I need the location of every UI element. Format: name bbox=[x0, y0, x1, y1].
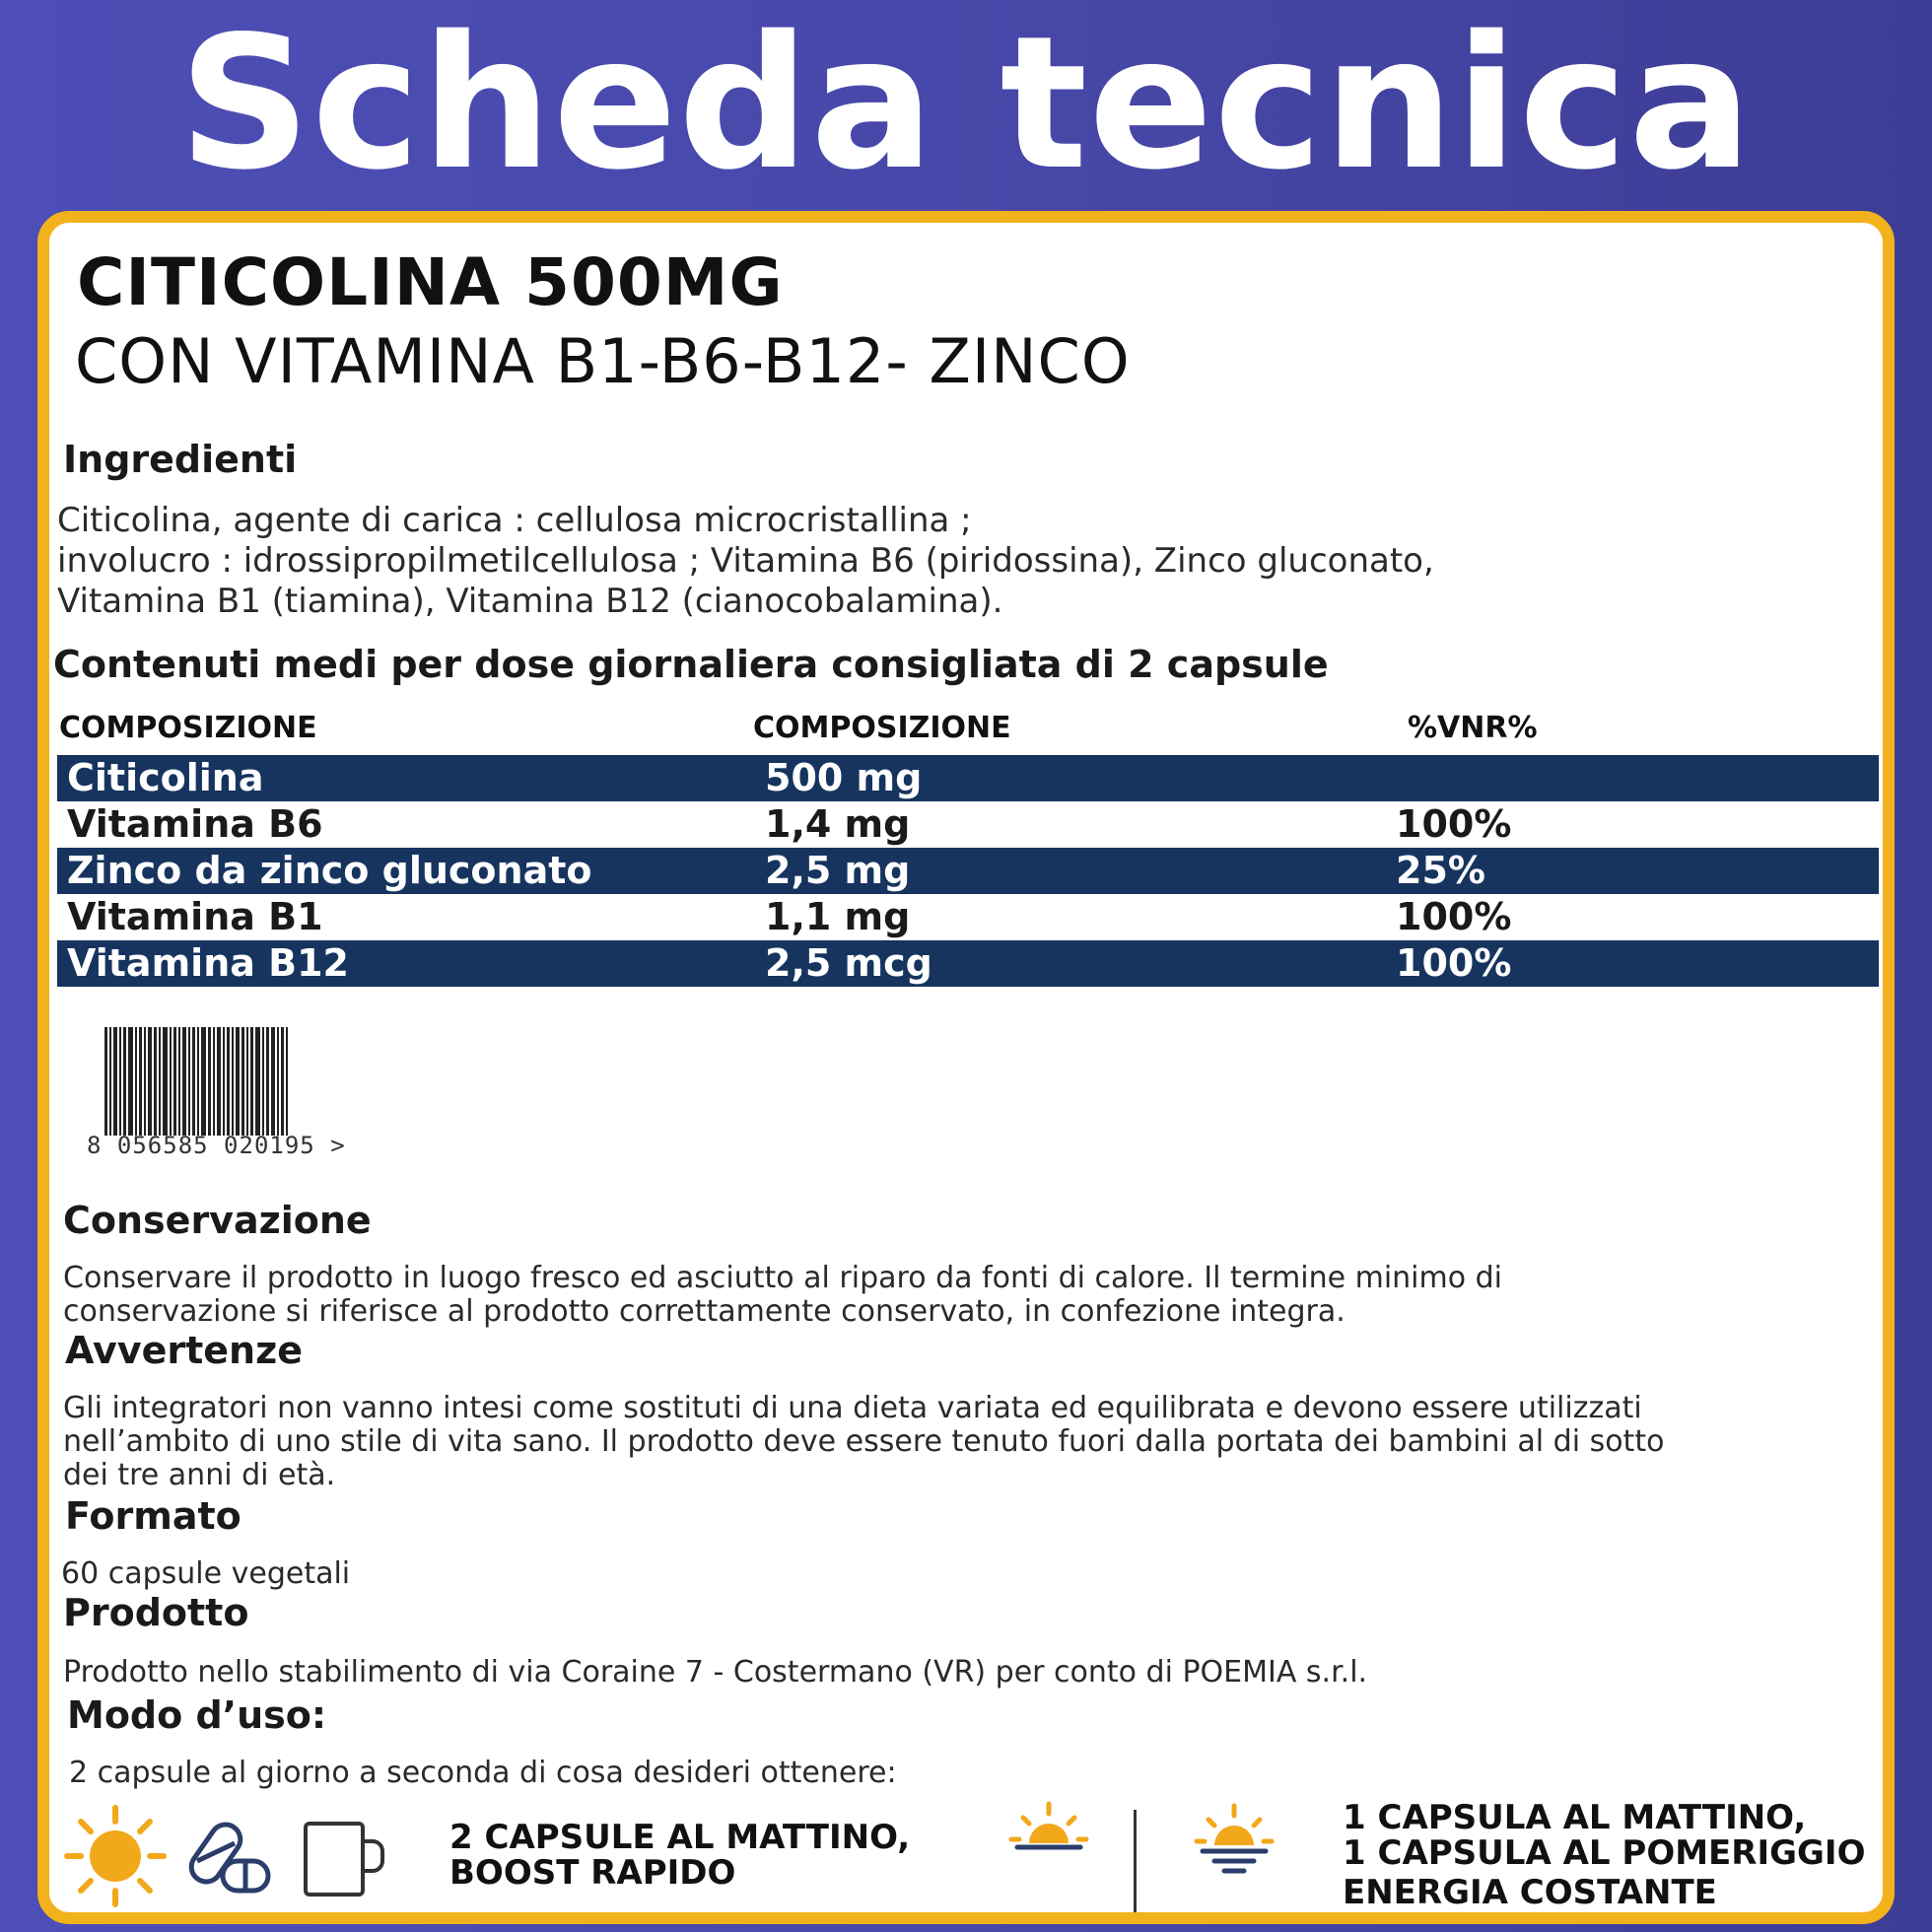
usage-option-a-line: 2 CAPSULE AL MATTINO, bbox=[449, 1818, 911, 1857]
usage-divider bbox=[1134, 1810, 1137, 1924]
table-row bbox=[57, 848, 1879, 894]
avvertenze-line: dei tre anni di età. bbox=[63, 1458, 336, 1492]
row-amount: 500 mg bbox=[765, 756, 923, 799]
capsules-icon bbox=[187, 1814, 276, 1902]
ingredients-line: Citicolina, agente di carica : cellulosa microcristallina ; bbox=[57, 501, 972, 540]
usage-option-a-line: BOOST RAPIDO bbox=[449, 1853, 736, 1893]
conservazione-text bbox=[63, 1262, 1877, 1329]
row-name: Vitamina B1 bbox=[67, 895, 323, 938]
usage-option-b bbox=[1343, 1800, 1866, 1910]
avvertenze-line: Gli integratori non vanno intesi come sostituti di una dieta variata ed equilibrata e devono essere utilizzati bbox=[63, 1391, 1642, 1425]
usage-option-a bbox=[449, 1820, 910, 1891]
product-subtitle: CON VITAMINA B1-B6-B12- ZINCO bbox=[75, 325, 1131, 397]
row-name: Zinco da zinco gluconato bbox=[67, 849, 592, 892]
usage-option-b-line: 1 CAPSULA AL POMERIGGIO bbox=[1343, 1833, 1866, 1873]
conservazione-line: Conservare il prodotto in luogo fresco ed asciutto al riparo da fonti di calore. Il termine minimo di bbox=[63, 1261, 1503, 1295]
row-vnr: 25% bbox=[1396, 849, 1485, 892]
barcode bbox=[87, 1027, 346, 1175]
prodotto-heading: Prodotto bbox=[63, 1591, 249, 1634]
row-amount: 1,4 mg bbox=[765, 802, 911, 846]
conservazione-line: conservazione si riferisce al prodotto correttamente conservato, in confezione integra. bbox=[63, 1294, 1346, 1329]
ingredients-heading: Ingredienti bbox=[63, 438, 298, 481]
barcode-bars bbox=[104, 1027, 341, 1136]
avvertenze-text bbox=[63, 1392, 1887, 1492]
usage-option-b-line: 1 CAPSULA AL MATTINO, bbox=[1343, 1798, 1807, 1837]
ingredients-line: involucro : idrossipropilmetilcellulosa ; Vitamina B6 (piridossina), Zinco gluconato, bbox=[57, 541, 1434, 581]
formato-heading: Formato bbox=[65, 1494, 242, 1538]
technical-sheet-card bbox=[37, 211, 1895, 1924]
ingredients-text bbox=[57, 501, 1891, 622]
dose-heading: Contenuti medi per dose giornaliera consigliata di 2 capsule bbox=[53, 643, 1329, 686]
row-amount: 2,5 mcg bbox=[765, 941, 932, 985]
row-vnr: 100% bbox=[1396, 941, 1512, 985]
prodotto-text: Prodotto nello stabilimento di via Coraine 7 - Costermano (VR) per conto di POEMIA s.r.l. bbox=[63, 1655, 1368, 1690]
row-name: Citicolina bbox=[67, 756, 264, 799]
column-header-amount: COMPOSIZIONE bbox=[753, 711, 1011, 745]
uso-heading: Modo d’uso: bbox=[67, 1693, 327, 1737]
sun-icon bbox=[61, 1802, 170, 1910]
row-vnr: 100% bbox=[1396, 895, 1512, 938]
product-name: CITICOLINA 500MG bbox=[77, 244, 784, 320]
usage-option-b-line: ENERGIA COSTANTE bbox=[1343, 1873, 1717, 1912]
table-row bbox=[57, 755, 1879, 801]
page-title: Scheda tecnica bbox=[178, 0, 1754, 210]
row-name: Vitamina B12 bbox=[67, 941, 349, 985]
row-amount: 2,5 mg bbox=[765, 849, 911, 892]
column-header-composition: COMPOSIZIONE bbox=[59, 711, 317, 745]
table-row bbox=[57, 894, 1879, 940]
nutrition-table bbox=[57, 755, 1879, 987]
row-name: Vitamina B6 bbox=[67, 802, 323, 846]
sunset-icon bbox=[1193, 1802, 1276, 1885]
mug-icon bbox=[300, 1814, 388, 1902]
row-amount: 1,1 mg bbox=[765, 895, 911, 938]
formato-text: 60 capsule vegetali bbox=[61, 1556, 351, 1591]
ingredients-line: Vitamina B1 (tiamina), Vitamina B12 (cianocobalamina). bbox=[57, 582, 1003, 621]
sunrise-icon bbox=[1007, 1800, 1090, 1863]
row-vnr: 100% bbox=[1396, 802, 1512, 846]
uso-text: 2 capsule al giorno a seconda di cosa desideri ottenere: bbox=[69, 1756, 897, 1790]
table-row bbox=[57, 940, 1879, 987]
column-header-vnr: %VNR% bbox=[1408, 711, 1538, 745]
avvertenze-line: nell’ambito di uno stile di vita sano. Il prodotto deve essere tenuto fuori dalla portata dei bambini al di sotto bbox=[63, 1424, 1665, 1459]
conservazione-heading: Conservazione bbox=[63, 1199, 372, 1242]
table-row bbox=[57, 801, 1879, 848]
avvertenze-heading: Avvertenze bbox=[65, 1329, 303, 1372]
barcode-number: 8 056585 020195 > bbox=[87, 1132, 346, 1159]
